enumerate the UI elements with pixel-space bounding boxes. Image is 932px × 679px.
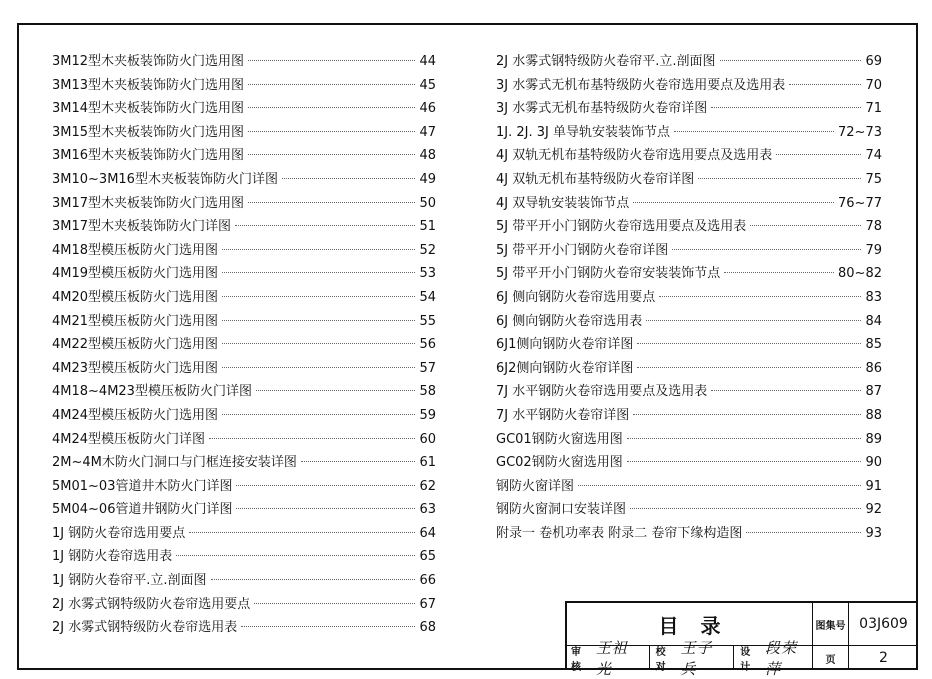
toc-leader-dots — [633, 202, 834, 203]
toc-leader-dots — [222, 296, 415, 297]
toc-entry-title: 4M23型模压板防火门选用图 — [52, 360, 219, 376]
toc-entry-page: 70 — [865, 77, 882, 93]
check-label: 校对 — [655, 647, 666, 673]
toc-entry-page: 75 — [865, 171, 882, 187]
toc-entry — [52, 97, 436, 121]
catalog-heading: 目录 — [567, 603, 813, 646]
toc-entry-page: 74 — [865, 148, 882, 164]
toc-leader-dots — [776, 154, 861, 155]
toc-entry-title: 5M04~06管道井钢防火门详图 — [52, 502, 233, 518]
toc-leader-dots — [578, 485, 861, 486]
toc-entry — [496, 333, 882, 357]
toc-leader-dots — [301, 461, 416, 462]
toc-entry — [52, 357, 436, 381]
toc-entry — [496, 498, 882, 522]
toc-entry-page: 51 — [419, 219, 436, 235]
toc-entry-page: 89 — [865, 431, 882, 447]
toc-entry — [52, 215, 436, 239]
toc-entry-title: GC01钢防火窗选用图 — [496, 431, 623, 447]
toc-leader-dots — [711, 107, 861, 108]
toc-entry-title: 7J 水平钢防火卷帘选用要点及选用表 — [496, 384, 708, 400]
toc-leader-dots — [222, 414, 415, 415]
toc-entry-title: 2J 水雾式钢特级防火卷帘平.立.剖面图 — [496, 54, 716, 69]
toc-entry-page: 93 — [865, 525, 882, 541]
toc-entry — [52, 475, 436, 499]
toc-entry-title: 6J 侧向钢防火卷帘选用表 — [496, 313, 643, 329]
toc-entry-page: 56 — [419, 337, 436, 353]
toc-entry — [496, 97, 882, 121]
toc-entry — [52, 498, 436, 522]
toc-leader-dots — [637, 367, 861, 368]
toc-entry-page: 44 — [419, 54, 436, 69]
toc-entry — [52, 192, 436, 216]
signature-row — [567, 639, 813, 678]
toc-leader-dots — [627, 438, 862, 439]
toc-entry — [496, 286, 882, 310]
toc-entry-title: 4M24型模压板防火门详图 — [52, 431, 206, 447]
toc-entry — [52, 593, 436, 617]
toc-leader-dots — [222, 320, 415, 321]
toc-leader-dots — [236, 485, 415, 486]
toc-entry-title: 2M~4M木防火门洞口与门框连接安装详图 — [52, 455, 297, 471]
toc-entry-page: 62 — [419, 478, 436, 494]
toc-entry-page: 55 — [419, 313, 436, 329]
toc-entry-page: 45 — [419, 77, 436, 93]
toc-leader-dots — [711, 390, 861, 391]
toc-leader-dots — [222, 249, 415, 250]
toc-entry-title: 1J 钢防火卷帘选用要点 — [52, 525, 186, 541]
toc-leader-dots — [282, 178, 416, 179]
toc-leader-dots — [720, 60, 862, 61]
toc-entry-page: 47 — [419, 124, 436, 140]
toc-entry — [496, 50, 882, 74]
toc-entry — [52, 121, 436, 145]
toc-entry-page: 68 — [419, 620, 436, 636]
toc-entry — [52, 74, 436, 98]
toc-entry-title: 4M22型模压板防火门选用图 — [52, 337, 219, 353]
toc-leader-dots — [674, 131, 834, 132]
toc-entry-title: 钢防火窗洞口安装详图 — [496, 502, 627, 518]
toc-entry — [496, 239, 882, 263]
toc-entry-title: 附录一 卷机功率表 附录二 卷帘下缘构造图 — [496, 525, 743, 541]
toc-leader-dots — [746, 532, 861, 533]
toc-leader-dots — [211, 579, 416, 580]
toc-leader-dots — [176, 555, 415, 556]
toc-entry-page: 58 — [419, 384, 436, 400]
toc-leader-dots — [236, 508, 415, 509]
review-signature: 王祖光 — [595, 639, 628, 678]
toc-leader-dots — [222, 343, 415, 344]
toc-entry — [52, 262, 436, 286]
toc-entry-title: 1J 钢防火卷帘平.立.剖面图 — [52, 573, 207, 589]
toc-entry — [52, 286, 436, 310]
toc-entry-page: 90 — [865, 455, 882, 471]
toc-entry — [496, 144, 882, 168]
toc-entry-title: 6J 侧向钢防火卷帘选用要点 — [496, 289, 656, 305]
toc-entry-page: 63 — [419, 502, 436, 518]
toc-entry — [52, 144, 436, 168]
toc-entry — [496, 168, 882, 192]
toc-entry-page: 79 — [865, 242, 882, 258]
toc-entry-title: 2J 水雾式钢特级防火卷帘选用表 — [52, 620, 238, 636]
toc-leader-dots — [627, 461, 862, 462]
toc-leader-dots — [248, 202, 415, 203]
toc-entry — [52, 404, 436, 428]
toc-entry-title: 5J 带平开小门钢防火卷帘详图 — [496, 242, 669, 258]
toc-entry-page: 60 — [419, 431, 436, 447]
toc-entry-page: 86 — [865, 360, 882, 376]
toc-entry-title: 4M19型模压板防火门选用图 — [52, 266, 219, 282]
toc-entry-page: 76~77 — [838, 195, 882, 211]
toc-entry — [496, 357, 882, 381]
toc-entry-page: 57 — [419, 360, 436, 376]
toc-entry — [496, 192, 882, 216]
toc-left-column — [52, 50, 436, 640]
toc-leader-dots — [248, 131, 415, 132]
toc-entry-page: 65 — [419, 549, 436, 565]
toc-entry-title: 3M10~3M16型木夹板装饰防火门详图 — [52, 171, 278, 187]
divider — [733, 646, 734, 670]
atlas-number-label: 图集号 — [813, 603, 849, 646]
toc-entry — [496, 380, 882, 404]
toc-leader-dots — [248, 84, 415, 85]
toc-entry-page: 87 — [865, 384, 882, 400]
toc-entry — [496, 475, 882, 499]
page-number: 2 — [879, 650, 888, 666]
toc-entry-page: 92 — [865, 502, 882, 518]
toc-leader-dots — [235, 225, 415, 226]
toc-entry-title: 3J 水雾式无机布基特级防火卷帘详图 — [496, 101, 708, 117]
toc-entry — [52, 310, 436, 334]
toc-entry — [496, 262, 882, 286]
toc-entry-title: 4M21型模压板防火门选用图 — [52, 313, 219, 329]
toc-entry-page: 69 — [865, 54, 882, 69]
toc-entry — [52, 50, 436, 74]
toc-entry-title: 2J 水雾式钢特级防火卷帘选用要点 — [52, 596, 251, 612]
toc-leader-dots — [637, 343, 861, 344]
toc-entry-title: GC02钢防火窗选用图 — [496, 455, 623, 471]
toc-entry-title: 3M15型木夹板装饰防火门选用图 — [52, 124, 245, 140]
toc-entry-title: 5J 带平开小门钢防火卷帘选用要点及选用表 — [496, 219, 747, 235]
toc-leader-dots — [248, 60, 415, 61]
toc-entry-title: 4J 双轨无机布基特级防火卷帘选用要点及选用表 — [496, 148, 773, 164]
toc-entry-page: 71 — [865, 101, 882, 117]
toc-entry — [52, 333, 436, 357]
toc-leader-dots — [248, 107, 415, 108]
toc-entry-page: 66 — [419, 573, 436, 589]
toc-leader-dots — [698, 178, 861, 179]
toc-entry — [52, 545, 436, 569]
toc-leader-dots — [209, 438, 415, 439]
toc-entry-title: 4J 双导轨安装装饰节点 — [496, 195, 630, 211]
toc-entry-page: 48 — [419, 148, 436, 164]
toc-entry-title: 3M17型木夹板装饰防火门详图 — [52, 219, 232, 235]
toc-entry — [496, 310, 882, 334]
toc-entry-title: 3M13型木夹板装饰防火门选用图 — [52, 77, 245, 93]
toc-leader-dots — [248, 154, 415, 155]
toc-entry-title: 3M12型木夹板装饰防火门选用图 — [52, 54, 245, 69]
toc-entry-page: 64 — [419, 525, 436, 541]
toc-leader-dots — [789, 84, 861, 85]
toc-entry — [496, 404, 882, 428]
toc-entry-title: 6J1侧向钢防火卷帘详图 — [496, 337, 634, 353]
review-label: 审核 — [571, 647, 581, 673]
toc-entry-page: 54 — [419, 289, 436, 305]
toc-entry-title: 3M16型木夹板装饰防火门选用图 — [52, 148, 245, 164]
toc-entry-title: 4M20型模压板防火门选用图 — [52, 289, 219, 305]
toc-entry-title: 1J 钢防火卷帘选用表 — [52, 549, 173, 565]
toc-leader-dots — [256, 390, 416, 391]
page-label: 页 — [813, 646, 849, 670]
design-label: 设计 — [740, 647, 751, 673]
toc-entry-title: 6J2侧向钢防火卷帘详图 — [496, 360, 634, 376]
toc-entry-title: 7J 水平钢防火卷帘详图 — [496, 407, 630, 423]
toc-leader-dots — [222, 272, 415, 273]
toc-leader-dots — [254, 603, 415, 604]
toc-entry-title: 钢防火窗详图 — [496, 478, 575, 494]
toc-leader-dots — [659, 296, 861, 297]
toc-entry-page: 78 — [865, 219, 882, 235]
toc-leader-dots — [222, 367, 415, 368]
toc-entry — [52, 239, 436, 263]
toc-entry — [52, 616, 436, 640]
toc-entry — [52, 522, 436, 546]
toc-right-column — [496, 50, 882, 545]
toc-entry-page: 85 — [865, 337, 882, 353]
toc-entry-page: 52 — [419, 242, 436, 258]
toc-leader-dots — [633, 414, 861, 415]
toc-entry-title: 4M18~4M23型模压板防火门详图 — [52, 384, 252, 400]
toc-entry-page: 59 — [419, 407, 436, 423]
toc-entry — [52, 569, 436, 593]
toc-leader-dots — [672, 249, 861, 250]
divider — [649, 646, 650, 670]
toc-entry — [496, 74, 882, 98]
toc-entry — [496, 121, 882, 145]
toc-entry — [496, 451, 882, 475]
toc-entry-page: 49 — [419, 171, 436, 187]
toc-leader-dots — [630, 508, 861, 509]
toc-entry-title: 5M01~03管道井木防火门详图 — [52, 478, 233, 494]
toc-entry-page: 72~73 — [838, 124, 882, 140]
toc-entry — [496, 522, 882, 546]
toc-entry — [52, 428, 436, 452]
toc-entry-title: 4M24型模压板防火门选用图 — [52, 407, 219, 423]
toc-leader-dots — [750, 225, 861, 226]
toc-entry-title: 3M14型木夹板装饰防火门选用图 — [52, 101, 245, 117]
toc-entry — [52, 168, 436, 192]
toc-entry-page: 91 — [865, 478, 882, 494]
toc-entry-title: 4J 双轨无机布基特级防火卷帘详图 — [496, 171, 695, 187]
toc-entry-page: 61 — [419, 455, 436, 471]
toc-entry-page: 50 — [419, 195, 436, 211]
toc-entry-page: 80~82 — [838, 266, 882, 282]
toc-entry — [496, 428, 882, 452]
toc-entry-page: 84 — [865, 313, 882, 329]
toc-entry — [52, 380, 436, 404]
toc-entry-title: 3M17型木夹板装饰防火门选用图 — [52, 195, 245, 211]
toc-entry-page: 88 — [865, 407, 882, 423]
toc-entry — [496, 215, 882, 239]
toc-entry-title: 3J 水雾式无机布基特级防火卷帘选用要点及选用表 — [496, 77, 786, 93]
toc-entry — [52, 451, 436, 475]
toc-entry-page: 67 — [419, 596, 436, 612]
toc-entry-page: 53 — [419, 266, 436, 282]
toc-leader-dots — [724, 272, 834, 273]
design-signature: 段荣萍 — [765, 639, 798, 678]
atlas-number-value: 03J609 — [849, 603, 918, 646]
toc-leader-dots — [189, 532, 415, 533]
toc-entry-title: 1J. 2J. 3J 单导轨安装装饰节点 — [496, 124, 670, 140]
toc-leader-dots — [646, 320, 861, 321]
toc-leader-dots — [241, 626, 415, 627]
toc-entry-title: 4M18型模压板防火门选用图 — [52, 242, 219, 258]
check-signature: 王子兵 — [680, 639, 713, 678]
toc-entry-title: 5J 带平开小门钢防火卷帘安装装饰节点 — [496, 266, 721, 282]
toc-entry-page: 83 — [865, 289, 882, 305]
title-block — [565, 601, 918, 678]
toc-entry-page: 46 — [419, 101, 436, 117]
